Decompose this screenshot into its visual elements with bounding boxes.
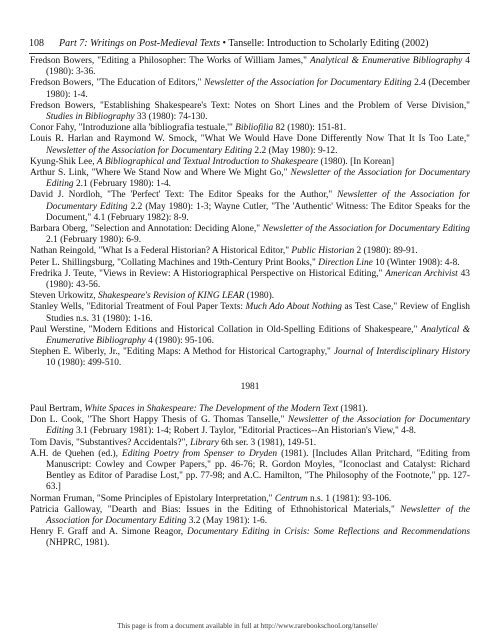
entry-text: 6th ser. 3 (1981), 149-51.	[218, 437, 317, 448]
entry-title-italic: Much Ado About Nothing	[245, 302, 342, 313]
entries-1981	[30, 404, 470, 550]
entry-title-italic: Journal of Interdisciplinary History	[333, 347, 470, 358]
header-rule	[29, 53, 470, 54]
entry-text: Stephen E. Wiberly, Jr., "Editing Maps: A Method for Historical Cartography,"	[30, 347, 334, 358]
entries-1980	[30, 56, 470, 370]
entry-text: Paul Werstine, "Modern Editions and Historical Collation in Old-Spelling Editions of Shakespeare,"	[30, 324, 421, 335]
entry-text: Peter L. Shillingsburg, "Collating Machines and 19th-Century Print Books,"	[30, 257, 319, 268]
entry-text: as Test Case," Review of English Studies n.s. 31 (1980): 1-16.	[46, 302, 470, 324]
entry-title-italic: White Spaces in Shakespeare: The Development of the Modern Text	[84, 403, 339, 414]
entry-title-italic: Newsletter of the Association for Documentary Editing	[46, 190, 470, 212]
entry-text: Conor Fahy, "Introduzione alla 'bibliografia testuale,'"	[30, 123, 236, 134]
entry-text: Norman Fruman, "Some Principles of Epistolary Interpretation,"	[30, 493, 275, 504]
entry-title-italic: Editing Poetry from Spenser to Dryden	[122, 448, 278, 459]
entry-text: A.H. de Quehen (ed.),	[30, 448, 123, 459]
entry-title-italic: Newsletter of the Association for Documentary Editing	[46, 415, 470, 437]
entry-title-italic: Documentary Editing in Crisis: Some Reflections and Recommendations	[186, 527, 470, 538]
entry-title-italic: Studies in Bibliography	[46, 112, 135, 123]
entry-text: Tom Davis, "Substantives? Accidentals?",	[30, 437, 191, 448]
bibliography-entry	[30, 246, 470, 257]
entry-text: 10 (Winter 1908): 4-8.	[372, 257, 460, 268]
bibliography-entry	[30, 269, 470, 291]
entry-text: 2.1 (February 1980): 6-9.	[46, 235, 142, 246]
entry-text: 33 (1980): 74-130.	[134, 112, 208, 123]
entry-text: (1980).	[244, 291, 275, 302]
entry-text: n.s. 1 (1981): 93-106.	[307, 493, 392, 504]
bibliography-entry	[30, 505, 470, 527]
entry-text: Fredson Bowers, "The Education of Editors,"	[30, 78, 205, 89]
entry-title-italic: Analytical & Enumerative Bibliography	[310, 56, 463, 66]
entry-text: Kyung-Shik Lee,	[30, 156, 97, 167]
bibliography-body	[30, 56, 470, 550]
entry-text: Steven Urkowitz,	[30, 291, 98, 302]
entry-title-italic: Newsletter of the Association for Documentary Editing	[204, 78, 412, 89]
entry-title-italic: Newsletter of the Association for Documentary Editing	[46, 145, 253, 156]
entry-title-italic: Shakespeare's Revision of KING LEAR	[97, 291, 245, 302]
entry-text: Don L. Cook, "The Short Happy Thesis of G. Thomas Tanselle,"	[30, 415, 288, 426]
entry-title-italic: American Archivist	[385, 268, 458, 279]
entry-text: Paul Bertram,	[30, 403, 85, 414]
entry-text: Barbara Oberg, "Selection and Annotation: Deciding Alone,"	[30, 224, 263, 235]
entry-text: Louis R. Harlan and Raymond W. Smock, "What We Would Have Done Differently Now That It Is Too Late,"	[30, 134, 470, 145]
bibliography-entry	[30, 325, 470, 347]
page-number: 108	[29, 38, 44, 49]
bibliography-entry	[30, 190, 470, 224]
chapter-title: Tanselle: Introduction to Scholarly Editing (2002)	[228, 38, 429, 49]
entry-text: 82 (1980): 151-81.	[273, 123, 347, 134]
entry-title-italic: Centrum	[274, 493, 308, 504]
bibliography-entry	[30, 438, 470, 449]
entry-text: (1980). [In Korean]	[318, 156, 395, 167]
entry-text: 2.4 (December 1980): 1-4.	[46, 78, 471, 100]
entry-text: 2 (1980): 89-91.	[354, 246, 418, 257]
bibliography-entry	[30, 302, 470, 324]
entry-title-italic: Public Historian	[291, 246, 355, 257]
entry-text: 10 (1980): 499-510.	[46, 358, 122, 369]
bibliography-entry	[30, 494, 470, 505]
entry-text: David J. Nordloh, "The 'Perfect' Text: The Editor Speaks for the Author,"	[30, 190, 338, 201]
bibliography-entry	[30, 56, 470, 78]
bibliography-entry	[30, 134, 470, 156]
entry-text: 3.2 (May 1981): 1-6.	[186, 515, 268, 526]
entry-text: 2.2 (May 1980): 9-12.	[252, 145, 338, 156]
bibliography-entry	[30, 347, 470, 369]
entry-text: 4 (1980): 95-106.	[145, 336, 214, 347]
entry-text: (1981). [Includes Allan Pritchard, "Editing from Manuscript: Cowley and Cowper Papers," pp. 46-76; R. Gordon Moyles, "Iconoclast and Catalyst: Richard Bentley as Editor of Paradise Lost," pp. 77-98; and A.C. Hamilton, "The Philosophy of the Footnote," pp. 127-63.]	[46, 448, 470, 493]
entry-text: 43 (1980): 43-56.	[46, 268, 470, 291]
bibliography-entry	[30, 224, 470, 246]
entry-title-italic: Newsletter of the Association for Documentary Editing	[46, 168, 470, 190]
bibliography-entry	[30, 157, 470, 168]
entry-text: Patricia Galloway, "Dearth and Bias: Issues in the Editing of Ethnohistorical Materials,"	[30, 504, 401, 515]
bibliography-entry	[30, 527, 470, 549]
bibliography-entry	[30, 168, 470, 190]
page-footer: This page is from a document available in full at http://www.rarebookschool.org/tanselle/	[117, 621, 378, 630]
entry-text: 2.2 (May 1980): 1-3; Wayne Cutler, "The 'Authentic' Witness: The Editor Speaks for the Document," 4.1 (February 1982): 8-9.	[46, 201, 470, 223]
entry-text: Fredson Bowers, "Establishing Shakespeare's Text: Notes on Short Lines and the Problem of Verse Division,"	[30, 100, 470, 111]
bibliography-entry	[30, 78, 470, 100]
bibliography-entry	[30, 415, 470, 437]
header-bullet: •	[222, 38, 227, 49]
entry-text: (NHPRC, 1981).	[46, 538, 110, 549]
entry-text: Henry F. Graff and A. Simone Reagor,	[30, 527, 187, 538]
entry-text: 4 (1980): 3-36.	[46, 56, 470, 78]
bibliography-entry	[30, 449, 470, 494]
bibliography-entry	[30, 291, 470, 302]
bibliography-entry	[30, 258, 470, 269]
entry-title-italic: A Bibliographical and Textual Introduction to Shakespeare	[96, 156, 319, 167]
entry-title-italic: Newsletter of the Association for Documentary Editing	[262, 224, 470, 235]
bibliography-entry	[30, 404, 470, 415]
entry-text: (1981).	[338, 403, 368, 414]
entry-text: Nathan Reingold, "What Is a Federal Historian? A Historical Editor,"	[30, 246, 292, 257]
entry-title-italic: Newsletter of the Association for Documentary Editing	[46, 504, 470, 526]
entry-text: 2.1 (February 1980): 1-4.	[73, 179, 171, 190]
entry-text: Stanley Wells, "Editorial Treatment of Foul Paper Texts:	[30, 302, 246, 313]
entry-text: Fredson Bowers, "Editing a Philosopher: The Works of William James,"	[30, 56, 310, 66]
entry-title-italic: Library	[190, 437, 219, 448]
entry-title-italic: Analytical & Enumerative Bibliography	[46, 324, 470, 347]
year-heading: 1981	[240, 381, 260, 392]
running-header	[29, 38, 469, 50]
part-title: Part 7: Writings on Post-Medieval Texts	[59, 38, 221, 49]
entry-text: 3.1 (February 1981): 1-4; Robert J. Taylor, "Editorial Practices--An Historian's View," 4-8.	[73, 426, 417, 437]
entry-text: Fredrika J. Teute, "Views in Review: A Historiographical Perspective on Historical Editing,"	[30, 268, 386, 279]
entry-title-italic: Direction Line	[318, 257, 373, 268]
bibliography-entry	[30, 123, 470, 134]
entry-title-italic: Bibliofilia	[235, 123, 274, 134]
bibliography-entry	[30, 101, 470, 123]
entry-text: Arthur S. Link, "Where We Stand Now and Where We Might Go,"	[30, 168, 291, 179]
